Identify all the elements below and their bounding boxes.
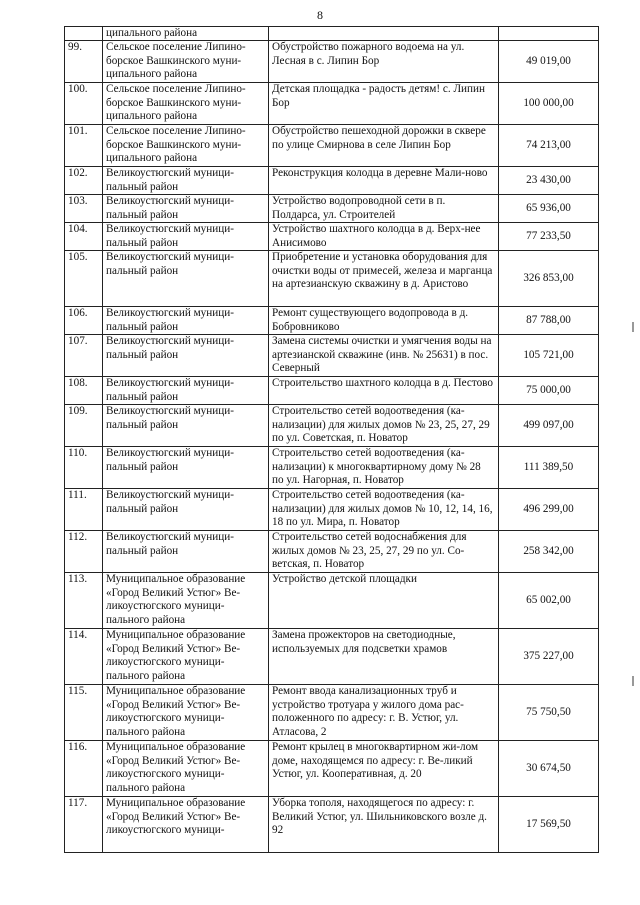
row-amount: 65 002,00 <box>499 573 599 629</box>
row-number: 99. <box>65 41 103 83</box>
row-organization: Муниципальное образование «Город Великий Устюг» Ве-ликоустюгского муници-пального района <box>103 741 269 797</box>
row-organization: Великоустюгский муници-пальный район <box>103 307 269 335</box>
row-organization: Великоустюгский муници-пальный район <box>103 489 269 531</box>
row-organization: Сельское поселение Липино-борское Вашкинского муни-ципального района <box>103 83 269 125</box>
row-number: 101. <box>65 125 103 167</box>
row-description: Ремонт крылец в многоквартирном жи-лом доме, находящемся по адресу: г. Ве-ликий Устюг, ул. Кооперативная, д. 20 <box>269 741 499 797</box>
row-number: 114. <box>65 629 103 685</box>
row-amount: 23 430,00 <box>499 167 599 195</box>
row-organization: Муниципальное образование «Город Великий Устюг» Ве-ликоустюгского муници-пального района <box>103 629 269 685</box>
page-number: 8 <box>317 8 323 22</box>
row-description: Строительство сетей водоотведения (ка-нализации) к многоквартирному дому № 28 по ул. Нагорная, п. Новатор <box>269 447 499 489</box>
row-amount: 87 788,00 <box>499 307 599 335</box>
row-number: 113. <box>65 573 103 629</box>
row-organization: ципального района <box>103 27 269 41</box>
row-description: Строительство шахтного колодца в д. Пестово <box>269 377 499 405</box>
row-description: Детская площадка - радость детям! с. Липин Бор <box>269 83 499 125</box>
row-organization: Великоустюгский муници-пальный район <box>103 377 269 405</box>
table-row <box>65 251 599 307</box>
row-description: Строительство сетей водоотведения (ка-нализации) для жилых домов № 23, 25, 27, 29 по ул. Советская, п. Новатор <box>269 405 499 447</box>
row-amount: 17 569,50 <box>499 797 599 853</box>
row-number: 105. <box>65 251 103 307</box>
row-number: 100. <box>65 83 103 125</box>
table-row <box>65 307 599 335</box>
row-amount: 499 097,00 <box>499 405 599 447</box>
row-number: 109. <box>65 405 103 447</box>
budget-table <box>64 26 599 853</box>
row-number: 106. <box>65 307 103 335</box>
table-row <box>65 377 599 405</box>
row-amount: 375 227,00 <box>499 629 599 685</box>
scan-mark <box>632 322 634 332</box>
row-organization: Великоустюгский муници-пальный район <box>103 195 269 223</box>
row-description: Обустройство пешеходной дорожки в сквере по улице Смирнова в селе Липин Бор <box>269 125 499 167</box>
row-organization: Великоустюгский муници-пальный район <box>103 251 269 307</box>
row-description: Ремонт ввода канализационных труб и устройство тротуара у жилого дома рас-положенного по адресу: г. В. Устюг, ул. Атласова, 2 <box>269 685 499 741</box>
table-row <box>65 629 599 685</box>
row-organization: Великоустюгский муници-пальный район <box>103 167 269 195</box>
row-description: Приобретение и установка оборудования для очистки воды от примесей, железа и марганца на артезианскую скважину в д. Аристово <box>269 251 499 307</box>
table-body <box>65 27 599 853</box>
table-row <box>65 125 599 167</box>
row-number: 115. <box>65 685 103 741</box>
row-description: Замена системы очистки и умягчения воды на артезианской скважине (инв. № 25631) в пос. Северный <box>269 335 499 377</box>
row-organization: Великоустюгский муници-пальный район <box>103 531 269 573</box>
row-amount: 496 299,00 <box>499 489 599 531</box>
row-amount: 65 936,00 <box>499 195 599 223</box>
row-organization: Великоустюгский муници-пальный район <box>103 335 269 377</box>
row-amount: 77 233,50 <box>499 223 599 251</box>
row-description: Устройство шахтного колодца в д. Верх-нее Анисимово <box>269 223 499 251</box>
row-amount: 30 674,50 <box>499 741 599 797</box>
table-row <box>65 531 599 573</box>
row-description: Строительство сетей водоотведения (ка-нализации) для жилых домов № 10, 12, 14, 16, 18 по ул. Мира, п. Новатор <box>269 489 499 531</box>
row-amount: 100 000,00 <box>499 83 599 125</box>
row-number: 110. <box>65 447 103 489</box>
row-organization: Сельское поселение Липино-борское Вашкинского муни-ципального района <box>103 125 269 167</box>
table-row <box>65 489 599 531</box>
row-amount: 105 721,00 <box>499 335 599 377</box>
table-row <box>65 335 599 377</box>
table-row <box>65 685 599 741</box>
table-row <box>65 195 599 223</box>
row-amount: 75 750,50 <box>499 685 599 741</box>
row-amount <box>499 27 599 41</box>
table-row <box>65 405 599 447</box>
table-row <box>65 797 599 853</box>
row-number: 111. <box>65 489 103 531</box>
row-description: Обустройство пожарного водоема на ул. Лесная в с. Липин Бор <box>269 41 499 83</box>
row-number: 103. <box>65 195 103 223</box>
row-number: 117. <box>65 797 103 853</box>
table-row <box>65 447 599 489</box>
row-number <box>65 27 103 41</box>
row-amount: 326 853,00 <box>499 251 599 307</box>
row-organization: Муниципальное образование «Город Великий Устюг» Ве-ликоустюгского муници-пального района <box>103 685 269 741</box>
row-amount: 111 389,50 <box>499 447 599 489</box>
row-organization: Сельское поселение Липино-борское Вашкинского муни-ципального района <box>103 41 269 83</box>
row-organization: Великоустюгский муници-пальный район <box>103 447 269 489</box>
row-description: Ремонт существующего водопровода в д. Бобровниково <box>269 307 499 335</box>
row-description: Уборка тополя, находящегося по адресу: г. Великий Устюг, ул. Шильниковского возле д. 92 <box>269 797 499 853</box>
row-amount: 49 019,00 <box>499 41 599 83</box>
row-number: 104. <box>65 223 103 251</box>
table-row <box>65 223 599 251</box>
row-description: Реконструкция колодца в деревне Мали-ново <box>269 167 499 195</box>
row-description: Устройство детской площадки <box>269 573 499 629</box>
row-organization: Великоустюгский муници-пальный район <box>103 405 269 447</box>
row-number: 107. <box>65 335 103 377</box>
scan-mark <box>632 676 634 686</box>
row-number: 112. <box>65 531 103 573</box>
row-number: 116. <box>65 741 103 797</box>
row-amount: 258 342,00 <box>499 531 599 573</box>
table-row <box>65 27 599 41</box>
row-amount: 75 000,00 <box>499 377 599 405</box>
table-row <box>65 83 599 125</box>
table-row <box>65 41 599 83</box>
row-amount: 74 213,00 <box>499 125 599 167</box>
row-description: Строительство сетей водоснабжения для жилых домов № 23, 25, 27, 29 по ул. Со-ветская, п. Новатор <box>269 531 499 573</box>
table-row <box>65 167 599 195</box>
row-organization: Великоустюгский муници-пальный район <box>103 223 269 251</box>
row-organization: Муниципальное образование «Город Великий Устюг» Ве-ликоустюгского муници- <box>103 797 269 853</box>
row-number: 108. <box>65 377 103 405</box>
row-description: Замена прожекторов на светодиодные, используемых для подсветки храмов <box>269 629 499 685</box>
table-row <box>65 741 599 797</box>
table-row <box>65 573 599 629</box>
row-description: Устройство водопроводной сети в п. Полдарса, ул. Строителей <box>269 195 499 223</box>
row-organization: Муниципальное образование «Город Великий Устюг» Ве-ликоустюгского муници-пального района <box>103 573 269 629</box>
row-description <box>269 27 499 41</box>
row-number: 102. <box>65 167 103 195</box>
